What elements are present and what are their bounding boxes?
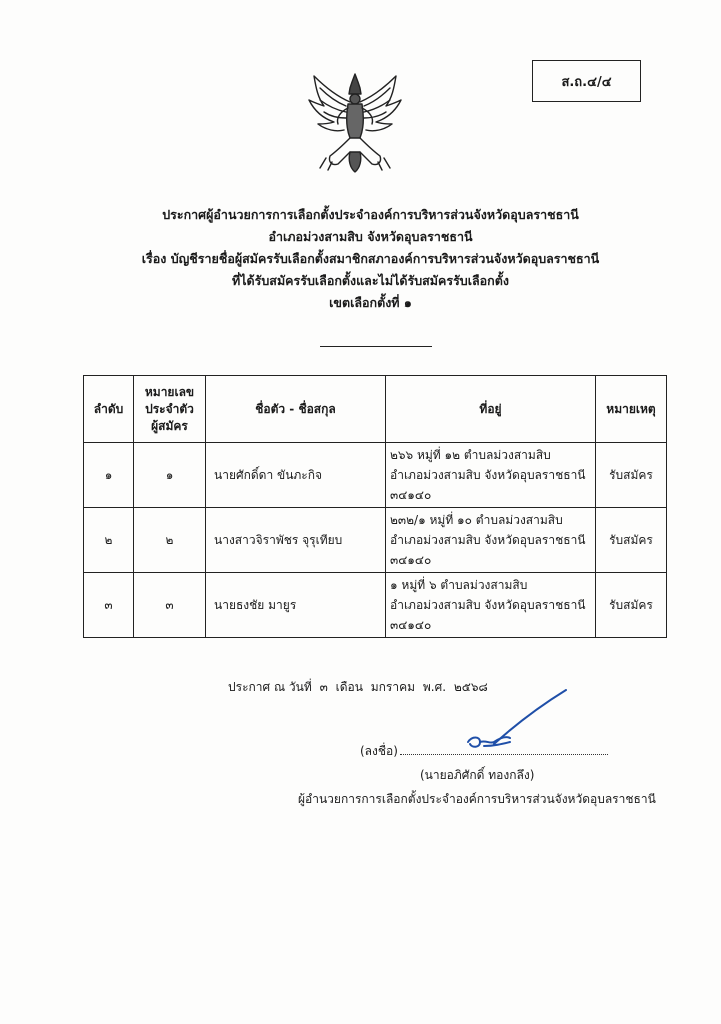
cell-address: [386, 508, 596, 573]
cell-name: นางสาวจิราพัชร จุรุเทียบ: [206, 508, 386, 573]
heading-divider: [320, 346, 432, 347]
header-order: ลำดับ: [84, 376, 134, 443]
address-line-1: ๒๓๒/๑ หมู่ที่ ๑๐ ตำบลม่วงสามสิบ: [390, 513, 563, 527]
heading-line-5: เขตเลือกตั้งที่ ๑: [329, 295, 412, 310]
candidate-table: [83, 375, 667, 638]
cell-order: ๒: [84, 508, 134, 573]
address-line-2: อำเภอม่วงสามสิบ จังหวัดอุบลราชธานี: [390, 598, 586, 612]
cell-address: [386, 443, 596, 508]
announce-year-label: พ.ศ.: [422, 680, 447, 694]
announce-year: ๒๕๖๘: [453, 680, 488, 694]
header-name: ชื่อตัว - ชื่อสกุล: [206, 376, 386, 443]
garuda-emblem-icon: [306, 72, 404, 174]
cell-remark: รับสมัคร: [596, 573, 667, 638]
announce-prefix: ประกาศ ณ วันที่: [228, 680, 312, 694]
cell-order: ๓: [84, 573, 134, 638]
cell-order: ๑: [84, 443, 134, 508]
heading-line-3: เรื่อง บัญชีรายชื่อผู้สมัครรับเลือกตั้งสมาชิกสภาองค์การบริหารส่วนจังหวัดอุบลราชธานี: [141, 251, 600, 266]
heading-line-1: ประกาศผู้อำนวยการการเลือกตั้งประจำองค์การบริหารส่วนจังหวัดอุบลราชธานี: [162, 207, 579, 222]
cell-number: ๓: [134, 573, 206, 638]
announce-day: ๓: [319, 680, 328, 694]
document-heading: [80, 204, 661, 314]
header-remark: หมายเหตุ: [596, 376, 667, 443]
cell-number: ๒: [134, 508, 206, 573]
address-line-1: ๑ หมู่ที่ ๖ ตำบลม่วงสามสิบ: [390, 578, 528, 592]
announce-month-label: เดือน: [335, 680, 363, 694]
header-address: ที่อยู่: [386, 376, 596, 443]
cell-remark: รับสมัคร: [596, 443, 667, 508]
sign-label: (ลงชื่อ): [360, 744, 398, 758]
table-row: [84, 443, 667, 508]
table-row: [84, 508, 667, 573]
address-line-1: ๒๖๖ หมู่ที่ ๑๒ ตำบลม่วงสามสิบ: [390, 448, 551, 462]
header-number-line-1: หมายเลข: [144, 384, 195, 399]
address-line-3: ๓๔๑๔๐: [390, 488, 432, 502]
form-code: ส.ถ.๔/๔: [561, 74, 612, 90]
address-line-3: ๓๔๑๔๐: [390, 618, 432, 632]
signer-title: ผู้อำนวยการการเลือกตั้งประจำองค์การบริหารส่วนจังหวัดอุบลราชธานี: [298, 792, 656, 806]
header-number: [134, 376, 206, 443]
announcement-date: [228, 678, 492, 697]
sign-line: [360, 742, 608, 761]
header-number-line-2: ประจำตัว: [145, 401, 194, 416]
cell-remark: รับสมัคร: [596, 508, 667, 573]
cell-number: ๑: [134, 443, 206, 508]
heading-line-4: ที่ได้รับสมัครรับเลือกตั้งและไม่ได้รับสมัครรับเลือกตั้ง: [232, 273, 509, 288]
cell-address: [386, 573, 596, 638]
form-code-box: [532, 60, 641, 102]
announce-month: มกราคม: [370, 680, 416, 694]
address-line-2: อำเภอม่วงสามสิบ จังหวัดอุบลราชธานี: [390, 468, 586, 482]
header-number-line-3: ผู้สมัคร: [151, 418, 188, 433]
table-header-row: [84, 376, 667, 443]
heading-line-2: อำเภอม่วงสามสิบ จังหวัดอุบลราชธานี: [268, 229, 473, 244]
address-line-2: อำเภอม่วงสามสิบ จังหวัดอุบลราชธานี: [390, 533, 586, 547]
signer-name: (นายอภิศักดิ์ ทองกลึง): [420, 768, 535, 782]
cell-name: นายศักดิ์ดา ขันภะกิจ: [206, 443, 386, 508]
table-row: [84, 573, 667, 638]
address-line-3: ๓๔๑๔๐: [390, 553, 432, 567]
cell-name: นายธงชัย มายูร: [206, 573, 386, 638]
sign-dotted-line: [400, 742, 608, 755]
